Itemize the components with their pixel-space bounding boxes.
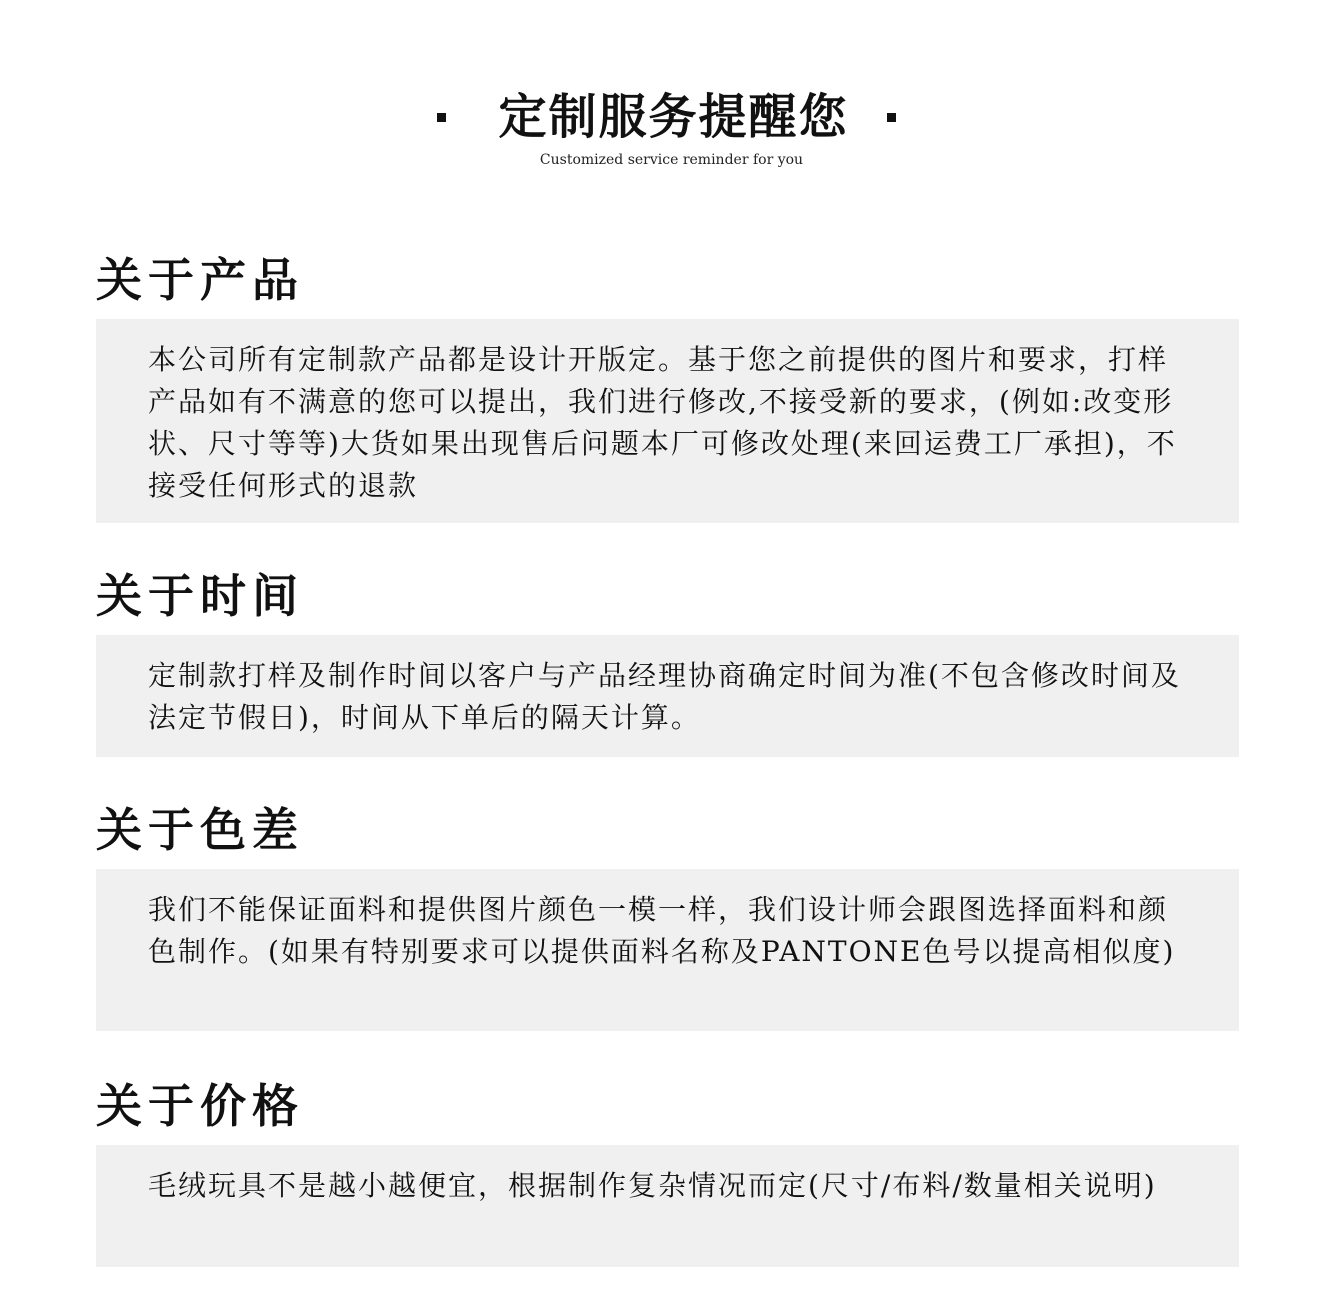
section-text-time: 定制款打样及制作时间以客户与产品经理协商确定时间为准(不包含修改时间及法定节假日)，时间从下单后的隔天计算。 [148,659,1181,734]
dot-right-icon [887,113,896,122]
title-row [0,86,1333,148]
section-text-color: 我们不能保证面料和提供图片颜色一模一样，我们设计师会跟图选择面料和颜色制作。(如果有特别要求可以提供面料名称及PANTONE色号以提高相似度) [148,893,1176,968]
page-subtitle: Customized service reminder for you [539,152,804,168]
dot-left-icon [437,113,446,122]
section-heading-price: 关于价格 [96,1079,304,1133]
section-box-price [96,1145,1239,1267]
section-box-time [96,635,1239,757]
section-heading-product: 关于产品 [96,253,304,307]
section-box-color [96,869,1239,1031]
section-text-product: 本公司所有定制款产品都是设计开版定。基于您之前提供的图片和要求，打样产品如有不满意的您可以提出，我们进行修改,不接受新的要求，(例如:改变形状、尺寸等等)大货如果出现售后问题本厂可修改处理(来回运费工厂承担)，不接受任何形式的退款 [148,343,1177,502]
section-heading-time: 关于时间 [96,569,304,623]
page-header [0,86,1333,176]
section-heading-color: 关于色差 [96,803,304,857]
section-text-price: 毛绒玩具不是越小越便宜，根据制作复杂情况而定(尺寸/布料/数量相关说明) [148,1169,1157,1202]
section-box-product [96,319,1239,523]
page-title: 定制服务提醒您 [498,89,849,145]
